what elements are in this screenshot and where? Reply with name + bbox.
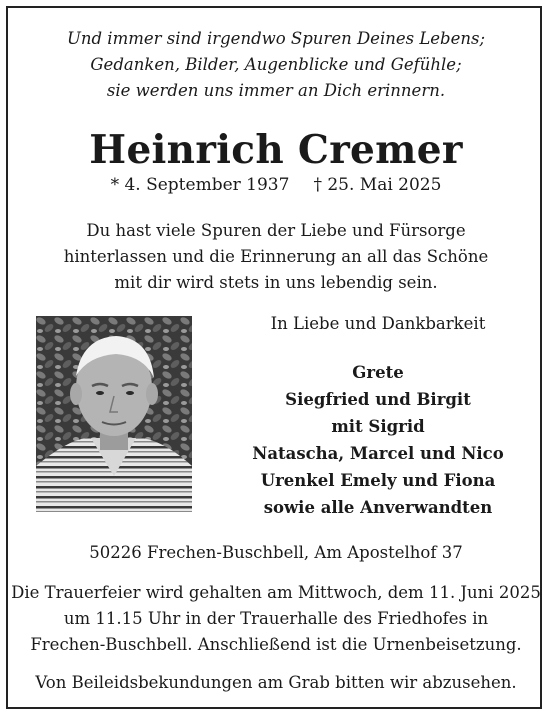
mourner-name: Urenkel Emely und Fiona [260, 471, 496, 490]
obituary-notice [6, 6, 542, 709]
service-line: um 11.15 Uhr in der Trauerhalle des Friedhofes in [63, 609, 489, 628]
memorial-verse [8, 26, 544, 104]
tribute-line: mit dir wird stets in uns lebendig sein. [114, 273, 438, 292]
mourners-list [208, 359, 548, 521]
deceased-name: Heinrich Cremer [89, 127, 463, 173]
family-address: 50226 Frechen-Buschbell, Am Apostelhof 37 [89, 543, 463, 562]
service-details [8, 580, 544, 658]
birth-date: * 4. September 1937 [110, 175, 290, 195]
life-dates [8, 174, 544, 196]
service-line: Die Trauerfeier wird gehalten am Mittwoch, dem 11. Juni 2025 [11, 583, 541, 602]
condolence-note: Von Beileidsbekundungen am Grab bitten wir abzusehen. [35, 673, 517, 692]
service-line: Frechen-Buschbell. Anschließend ist die Urnenbeisetzung. [30, 635, 522, 654]
tribute-line: Du hast viele Spuren der Liebe und Fürsorge [86, 221, 466, 240]
portrait-photo [36, 316, 192, 512]
mourner-name: Grete [352, 363, 404, 382]
death-date: † 25. Mai 2025 [313, 175, 442, 195]
tribute-text [8, 218, 544, 296]
mourner-name: Siegfried und Birgit [285, 390, 471, 409]
mourner-name: mit Sigrid [331, 417, 425, 436]
verse-line: Und immer sind irgendwo Spuren Deines Lebens; [66, 29, 486, 48]
verse-line: Gedanken, Bilder, Augenblicke und Gefühle; [90, 55, 462, 74]
farewell-intro: In Liebe und Dankbarkeit [270, 314, 486, 333]
mourner-name: sowie alle Anverwandten [263, 498, 493, 517]
verse-line: sie werden uns immer an Dich erinnern. [106, 81, 446, 100]
tribute-line: hinterlassen und die Erinnerung an all das Schöne [63, 247, 489, 266]
mourner-name: Natascha, Marcel und Nico [252, 444, 504, 463]
